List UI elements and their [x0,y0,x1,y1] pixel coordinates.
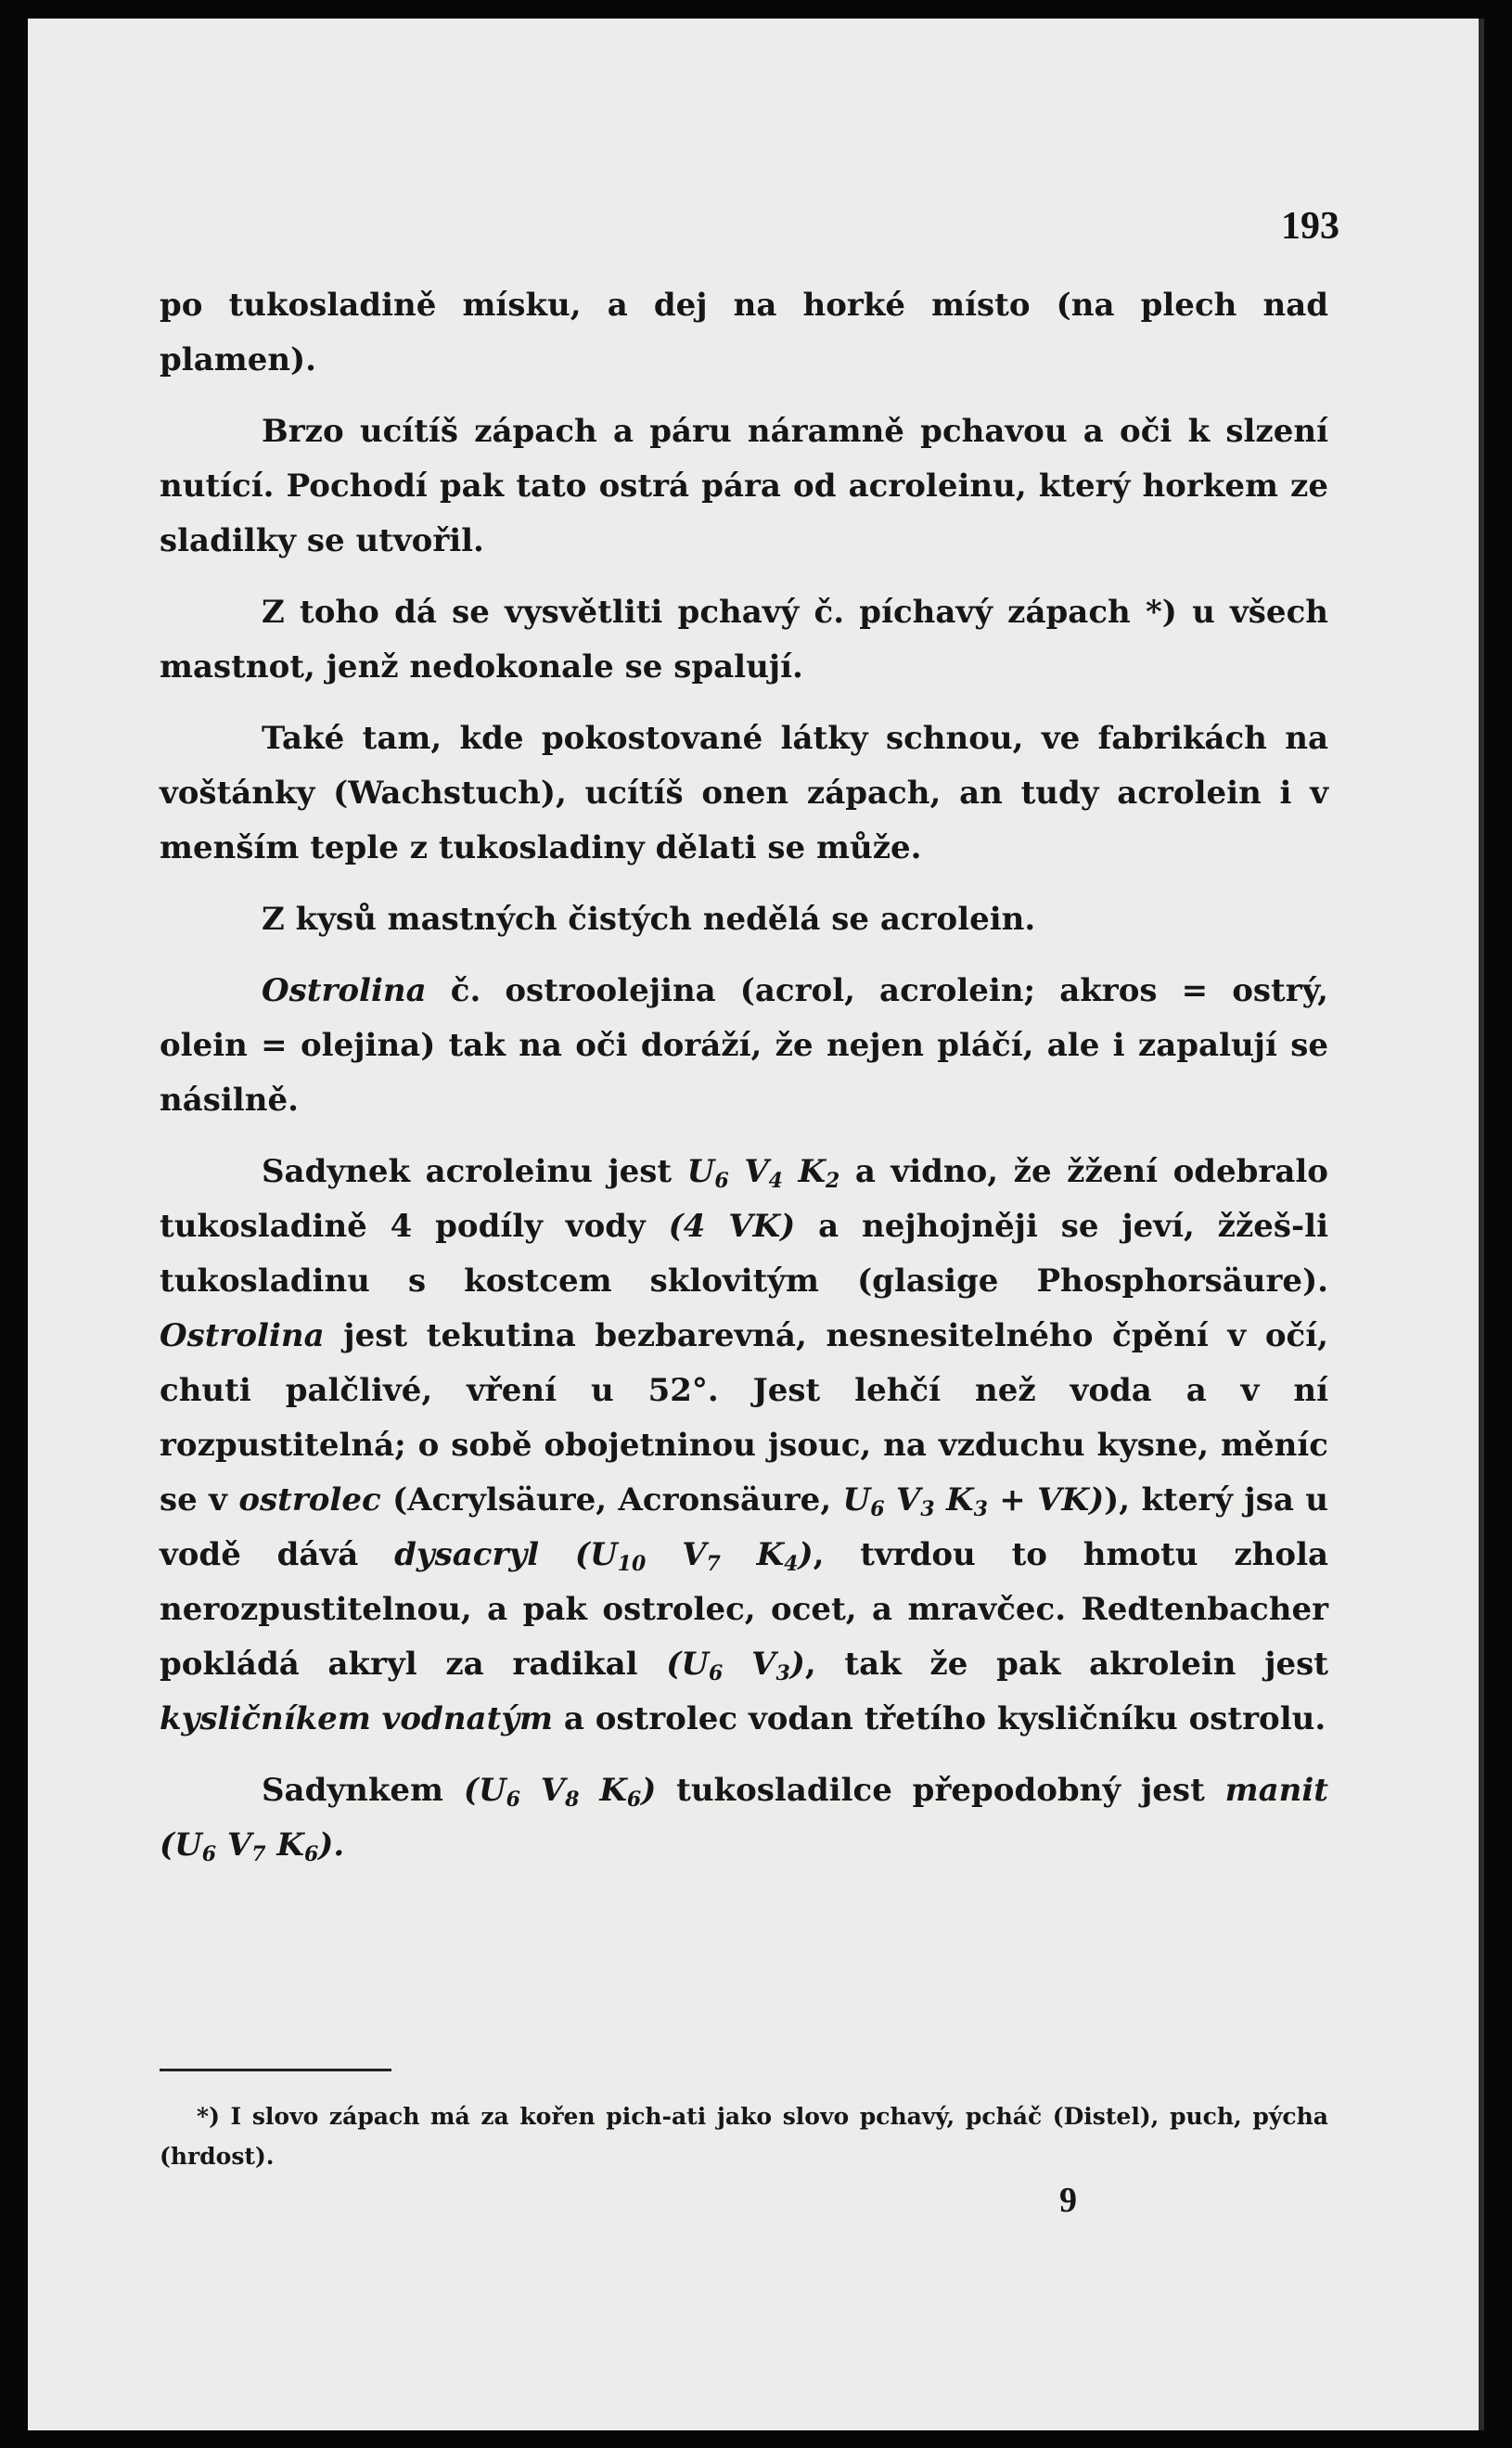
formula-symbol: ) [798,1536,814,1573]
formula-subscript: 6 [870,1497,885,1521]
formula-subscript: 3 [973,1497,988,1521]
formula-symbol: K [265,1826,304,1864]
paragraph-2: Brzo ucítíš zápach a páru náramně pchavou a oči k slzení nutící. Pochodí pak tato ostrá pára od acroleinu, který horkem ze sladilky se utvořil. [160,413,1328,559]
formula-symbol: ). [318,1826,345,1864]
formula-symbol: (U [574,1536,618,1573]
paragraph-8 [160,1763,1328,1873]
footnote-divider [160,2069,391,2071]
term-kyslicnik: kysličníkem vodnatým [160,1700,554,1737]
formula-symbol: (U [463,1772,506,1809]
formula-symbol: V [744,1153,769,1190]
formula-subscript: 6 [506,1788,520,1812]
formula-acrolein [686,1153,840,1193]
body-text [160,278,1328,1890]
formula-subscript: 6 [709,1661,724,1685]
text-run: Sadynkem [262,1772,464,1809]
term-dysacryl: dysacryl [394,1536,540,1573]
text-run: ), který jsa u vodě dává [160,1481,1328,1573]
text-run: , tak že pak akrolein jest [804,1646,1329,1683]
formula-subscript: 6 [201,1842,217,1866]
formula-symbol: ) [641,1772,657,1809]
formula-subscript: 7 [706,1552,721,1576]
paragraph-6-text: č. ostroolejina (acrol, acrolein; akros = ostrý, olein = olejina) tak na oči doráží, že nejen pláčí, ale i zapalují se násilně. [160,972,1328,1119]
scanned-book-page [28,19,1484,2430]
paragraph-6 [160,964,1328,1128]
text-run: jest tekutina bezbarevná, nesnesitelného čpění v očí, chuti palčlivé, vření u 52°. Jest lehčí než voda a v ní rozpustitelná; o sobě obojetninou jsouc, na vzduchu kysne, měníc se v [160,1317,1328,1519]
formula-manit [160,1826,344,1864]
formula-symbol: V [723,1646,776,1683]
formula-subscript: 6 [714,1169,729,1193]
formula-symbol: K [720,1536,785,1573]
formula-water: (4 VK) [668,1208,796,1245]
formula-subscript: 6 [626,1788,642,1812]
formula-subscript: 3 [920,1497,935,1521]
formula-subscript: 4 [768,1169,783,1193]
formula-radical [666,1646,805,1683]
formula-dysacryl [574,1536,814,1576]
formula-sugar [463,1772,657,1812]
text-run: a ostrolec vodan třetího kysličníku ostrolu. [553,1700,1326,1737]
paragraph-4: Také tam, kde pokostované látky schnou, ve fabrikách na voštánky (Wachstuch), ucítíš onen zápach, an tudy acrolein i v menším teple z tukosladiny dělati se může. [160,720,1328,866]
term-ostrolina: Ostrolina [262,972,427,1009]
text-run: tukosladilce přepodobný jest [656,1772,1225,1809]
formula-symbol: V [216,1826,252,1864]
text-run: (Acrylsäure, Acronsäure, [380,1481,843,1519]
signature-mark: 9 [1059,2181,1077,2220]
formula-acrylic [843,1481,1105,1519]
formula-subscript: 4 [784,1552,799,1576]
paragraph-7 [160,1145,1328,1747]
term-manit: manit [1224,1772,1328,1809]
term-ostrolina: Ostrolina [160,1317,325,1354]
footnote: *) I slovo zápach má za kořen pich-ati jako slovo pchavý, pcháč (Distel), puch, pýcha (hrdost). [160,2103,1328,2170]
formula-subscript: 3 [775,1661,790,1685]
formula-subscript: 8 [565,1788,580,1812]
formula-symbol: U [842,1481,871,1519]
formula-symbol: + VK) [987,1481,1105,1519]
formula-symbol: (U [666,1646,710,1683]
text-run: , tvrdou to hmotu zhola nerozpustitelnou, a pak ostrolec, ocet, a mravčec. Redtenbacher pokládá akryl za radikal [160,1536,1329,1683]
text-run: Sadynek acroleinu jest [262,1153,687,1190]
formula-symbol: K [946,1481,974,1519]
formula-symbol: K [798,1153,826,1190]
formula-symbol: ) [789,1646,805,1683]
paragraph-1: po tukosladině mísku, a dej na horké místo (na plech nad plamen). [160,287,1328,378]
formula-symbol: V [646,1536,707,1573]
paragraph-5: Z kysů mastných čistých nedělá se acrolein. [262,901,1036,938]
page-number: 193 [1281,205,1339,248]
formula-subscript: 6 [303,1842,319,1866]
formula-symbol: (U [160,1826,202,1864]
formula-symbol: V [519,1772,566,1809]
formula-symbol: V [895,1481,921,1519]
term-ostrolec: ostrolec [238,1481,381,1519]
formula-subscript: 7 [251,1842,266,1866]
formula-symbol: K [579,1772,627,1809]
text-run: a vidno, že žžení odebralo tukosladině 4 podíly vody [160,1153,1328,1245]
formula-subscript: 10 [617,1552,647,1576]
text-run: a nejhojněji se jeví, žžeš-li tukosladinu s kostcem sklovitým (glasige Phosphorsäure). [160,1208,1328,1300]
paragraph-3: Z toho dá se vysvětliti pchavý č. píchavý zápach *) u všech mastnot, jenž nedokonale se spalují. [160,594,1328,686]
formula-symbol: U [686,1153,715,1190]
formula-subscript: 2 [826,1169,840,1193]
